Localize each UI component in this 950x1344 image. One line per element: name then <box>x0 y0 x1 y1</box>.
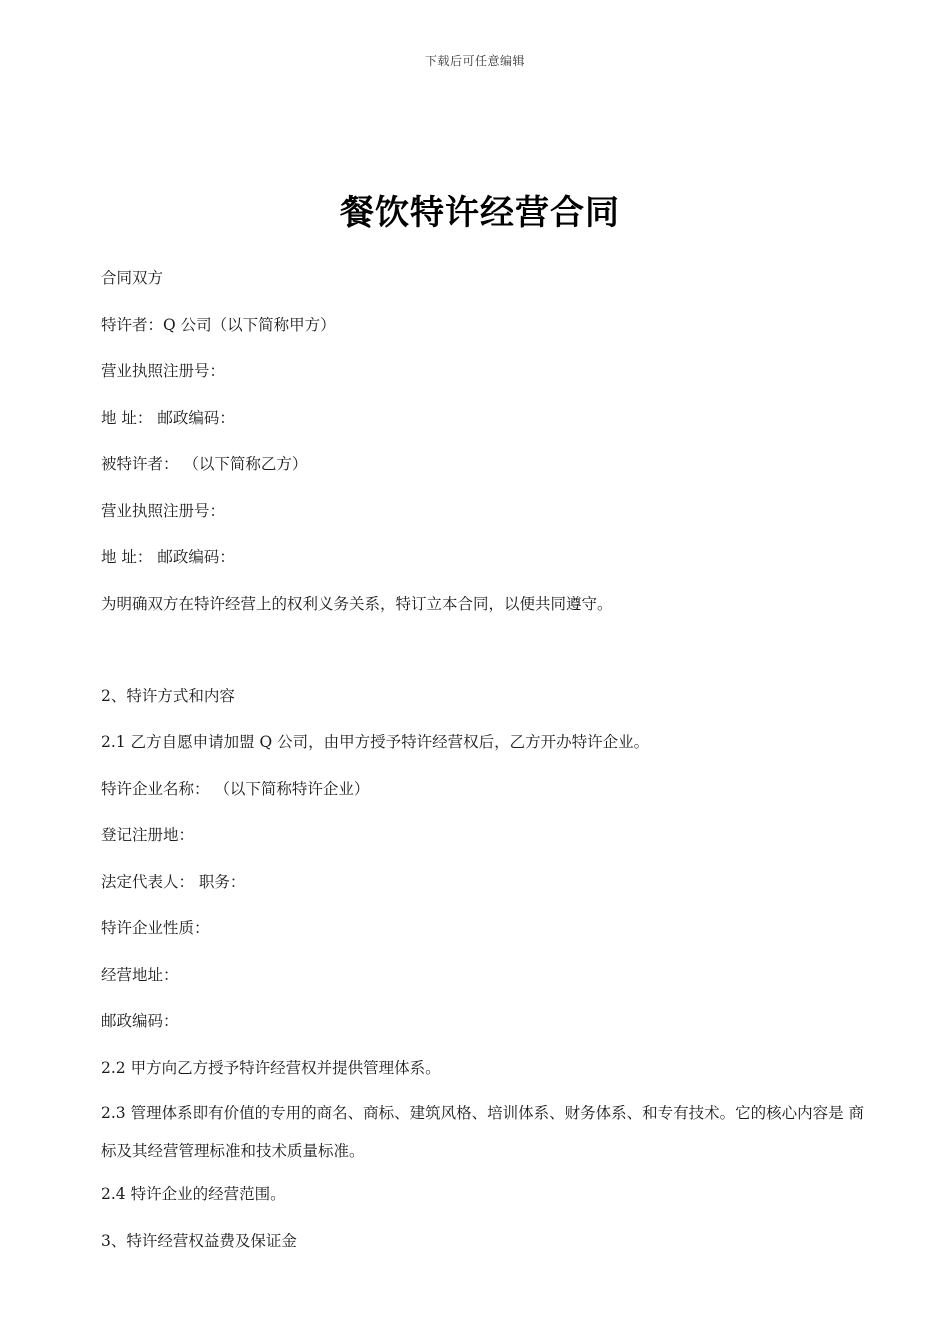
paragraph-franchisor-license: 营业执照注册号： <box>101 362 226 380</box>
document-title: 餐饮特许经营合同 <box>340 193 620 233</box>
document-body <box>101 262 871 1271</box>
paragraph-franchisee-license: 营业执照注册号： <box>101 501 226 520</box>
paragraph-legal-representative: 法定代表人： 职务： <box>101 872 246 891</box>
section-heading-3: 3、特许经营权益费及保证金 <box>101 1231 297 1250</box>
clause-2-3: 2.3 管理体系即有价值的专用的商名、商标、建筑风格、培训体系、财务体系、和专有技术。它的核心内容是 商标及其经营管理标准和技术质量标准。 <box>101 1104 865 1160</box>
paragraph-franchisor: 特许者：Q 公司（以下简称甲方） <box>101 315 336 334</box>
paragraph-enterprise-name: 特许企业名称： （以下简称特许企业） <box>101 779 370 798</box>
paragraph-business-address: 经营地址： <box>101 965 179 984</box>
paragraph-franchisor-address: 地 址： 邮政编码： <box>101 408 235 427</box>
clause-2-2: 2.2 甲方向乙方授予特许经营权并提供管理体系。 <box>101 1058 441 1077</box>
clause-2-4: 2.4 特许企业的经营范围。 <box>101 1185 286 1203</box>
clause-2-1: 2.1 乙方自愿申请加盟 Q 公司，由甲方授予特许经营权后，乙方开办特许企业。 <box>101 733 650 751</box>
paragraph-franchisee: 被特许者： （以下简称乙方） <box>101 455 308 473</box>
header-note: 下载后可任意编辑 <box>424 54 525 68</box>
paragraph-purpose: 为明确双方在特许经营上的权利义务关系，特订立本合同，以便共同遵守。 <box>101 594 613 613</box>
paragraph-registration-place: 登记注册地： <box>101 826 195 844</box>
paragraph-parties-heading: 合同双方 <box>101 269 164 287</box>
paragraph-postal-code: 邮政编码： <box>101 1012 179 1030</box>
paragraph-franchisee-address: 地 址： 邮政编码： <box>101 548 235 566</box>
section-heading-2: 2、特许方式和内容 <box>101 686 235 705</box>
paragraph-enterprise-nature: 特许企业性质： <box>101 919 210 937</box>
